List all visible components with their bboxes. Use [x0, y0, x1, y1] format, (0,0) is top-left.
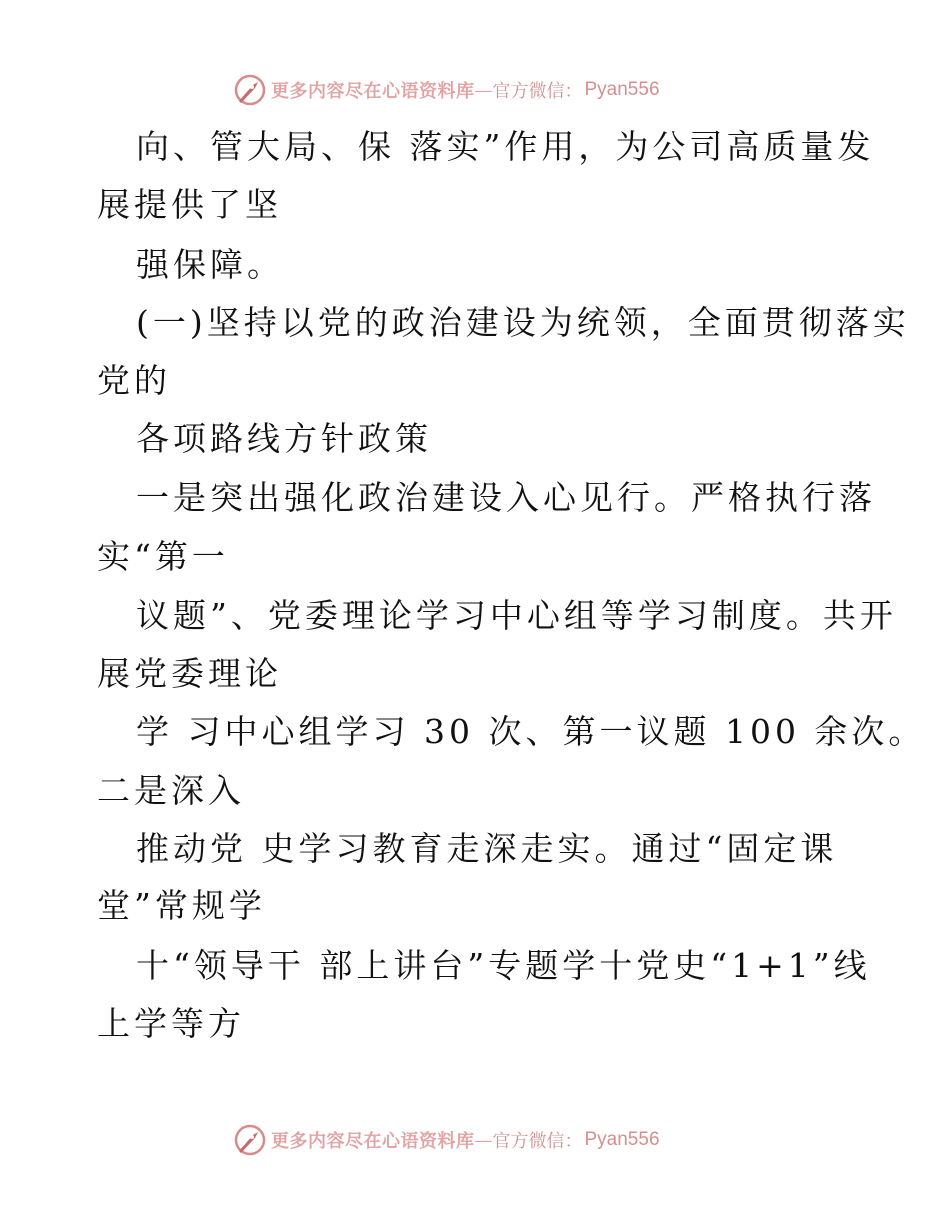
- watermark-header: [233, 72, 660, 108]
- watermark-separator: —: [474, 79, 493, 101]
- text-line: 学 习中心组学习 30 次、第一议题 100 余次。: [136, 712, 926, 751]
- text-line: 强保障。: [136, 245, 284, 284]
- text-line: 党的: [97, 361, 171, 400]
- text-line: 各项路线方针政策: [136, 419, 432, 458]
- watermark-site-text: 更多内容尽在心语资料库: [271, 81, 475, 102]
- watermark-separator: —: [474, 1129, 493, 1151]
- text-line: (一)坚持以党的政治建设为统领，全面贯彻落实: [136, 303, 910, 342]
- text-line: 一是突出强化政治建设入心见行。严格执行落: [136, 478, 876, 517]
- text-line: 十“领导干 部上讲台”专题学十党史“1+1”线: [136, 946, 871, 985]
- watermark-official-label: 官方微信：: [492, 1131, 583, 1152]
- text-line: 向、管大局、保 落实”作用，为公司高质量发: [136, 127, 875, 166]
- text-line: 展提供了坚: [97, 185, 282, 224]
- watermark-official-label: 官方微信：: [492, 81, 583, 102]
- watermark-wechat-id: Pyan556: [584, 79, 660, 100]
- text-line: 展党委理论: [97, 654, 282, 693]
- text-line: 上学等方: [97, 1004, 245, 1043]
- text-line: 推动党 史学习教育走深走实。通过“固定课: [136, 829, 838, 868]
- watermark-site-text: 更多内容尽在心语资料库: [271, 1131, 475, 1152]
- text-line: 实“第一: [97, 537, 229, 576]
- watermark-wechat-id: Pyan556: [584, 1129, 660, 1150]
- watermark-footer: [233, 1122, 660, 1158]
- text-line: 议题”、党委理论学习中心组等学习制度。共开: [136, 596, 897, 635]
- text-line: 堂”常规学: [97, 886, 266, 925]
- pen-nib-circle-icon: [233, 73, 267, 107]
- text-line: 二是深入: [97, 771, 245, 810]
- pen-nib-circle-icon: [233, 1123, 267, 1157]
